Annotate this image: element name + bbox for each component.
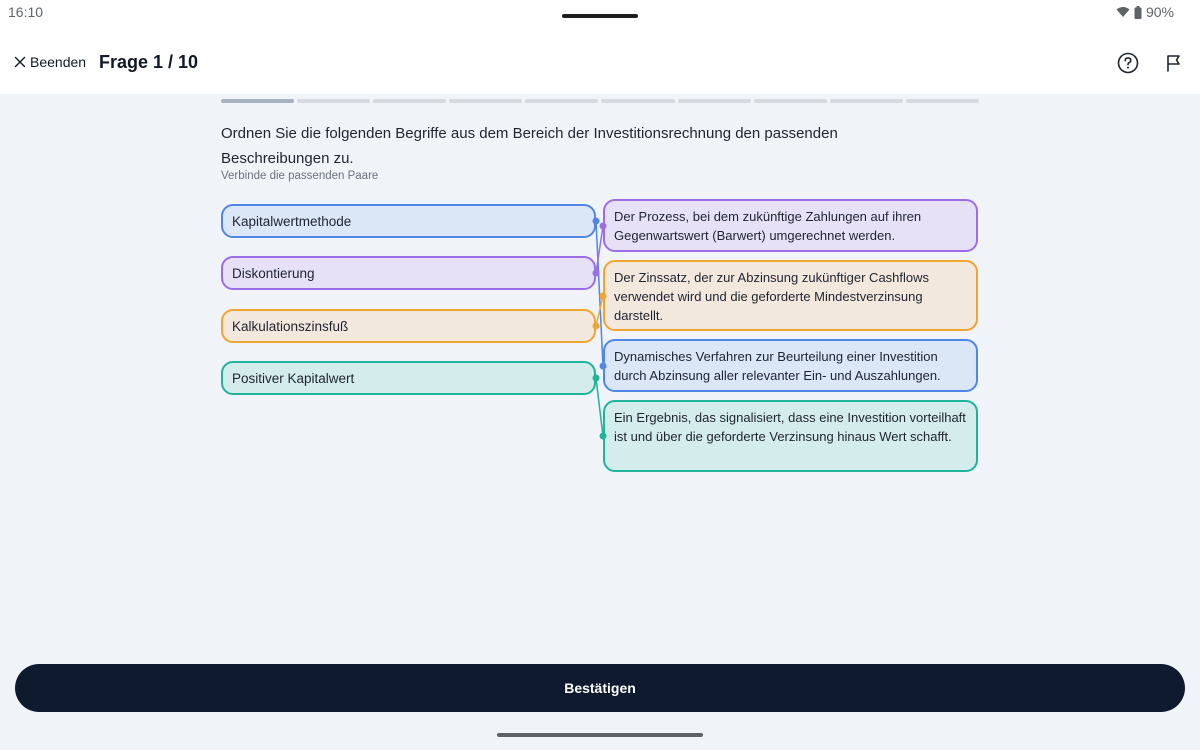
progress-segment	[373, 99, 446, 103]
status-time: 16:10	[8, 4, 44, 20]
home-indicator[interactable]	[497, 733, 703, 737]
description-item[interactable]	[603, 400, 978, 472]
status-indicators	[1116, 4, 1174, 20]
camera-notch	[562, 14, 638, 18]
progress-segment	[525, 99, 598, 103]
quit-label: Beenden	[30, 54, 87, 70]
description-item[interactable]	[603, 339, 978, 392]
wifi-icon	[1116, 6, 1130, 18]
progress-segment	[754, 99, 827, 103]
term-label: Kapitalwertmethode	[232, 213, 352, 229]
term-item[interactable]	[221, 204, 596, 238]
battery-percent: 90%	[1145, 4, 1174, 20]
progress-segment	[297, 99, 370, 103]
flag-icon[interactable]	[1164, 53, 1184, 73]
progress-segment	[906, 99, 979, 103]
description-text: Ein Ergebnis, das signalisiert, dass eine Investition vorteilhaft ist und über die geforderte Verzinsung hinaus Wert schafft.	[614, 410, 966, 444]
instruction-text: Verbinde die passenden Paare	[221, 170, 379, 182]
help-icon[interactable]	[1117, 52, 1139, 74]
term-label: Positiver Kapitalwert	[232, 370, 355, 386]
description-text: Dynamisches Verfahren zur Beurteilung einer Investition durch Abzinsung aller relevanter Ein- und Auszahlungen.	[614, 349, 941, 383]
progress-segment	[221, 99, 294, 103]
term-item[interactable]	[221, 256, 596, 290]
battery-icon	[1134, 6, 1142, 19]
description-text: Der Zinssatz, der zur Abzinsung zukünftiger Cashflows verwendet wird und die geforderte Mindestverzinsung darstellt.	[614, 270, 930, 323]
progress-segment	[830, 99, 903, 103]
description-item[interactable]	[603, 260, 978, 331]
question-text: Ordnen Sie die folgenden Begriffe aus dem Bereich der Investitionsrechnung den passenden Beschreibungen zu.	[221, 125, 838, 167]
page-title: Frage 1 / 10	[99, 52, 199, 72]
confirm-button[interactable]: Bestätigen	[15, 664, 1185, 712]
term-label: Diskontierung	[232, 265, 315, 281]
progress-segment	[449, 99, 522, 103]
close-icon	[14, 56, 26, 68]
term-item[interactable]	[221, 361, 596, 395]
description-item[interactable]	[603, 199, 978, 252]
term-label: Kalkulationszinsfuß	[232, 318, 349, 334]
progress-segment	[601, 99, 674, 103]
app-header	[0, 30, 1200, 94]
status-bar	[0, 0, 1200, 30]
progress-segment	[678, 99, 751, 103]
progress-bar	[221, 99, 979, 103]
quit-button[interactable]	[14, 54, 86, 70]
description-text: Der Prozess, bei dem zukünftige Zahlungen auf ihren Gegenwartswert (Barwert) umgerechnet werden.	[614, 209, 922, 243]
term-item[interactable]	[221, 309, 596, 343]
